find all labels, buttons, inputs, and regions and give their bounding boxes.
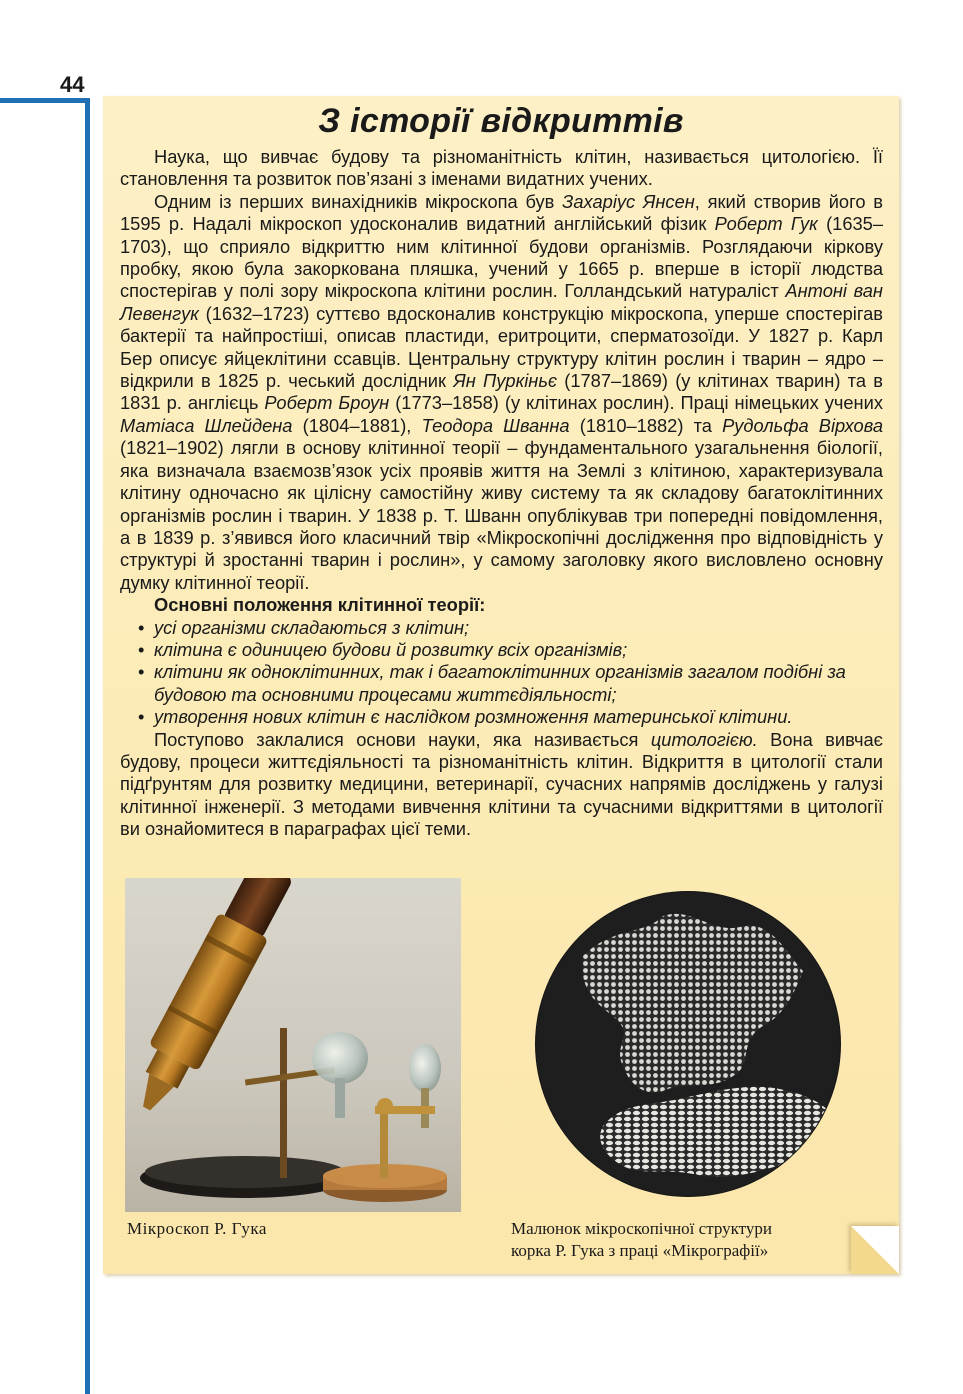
scientist-name: Роберт Броун (264, 392, 390, 414)
list-item: • клітина є одиницею будови й розвитку всіх організмів; (120, 639, 883, 661)
text-run: (1635–1703), що сприяло відкриттю ним клітинної будови організмів. Розглядаючи кіркову пробку, якою була закоркована пляшка, учений у 1665 р. вперше в історії людства спостерігав у полі зору мікроскопа клітини рослин. Голландський натураліст (120, 213, 883, 302)
text-run: Вона вивчає будову, процеси життєдіяльності та різноманітність клітин. Відкриття в цитології стали підґрунтям для розвитку медицини, ветеринарії, сучасних напрямів досліджень у галузі клітинної інженерії. З методами вивчення клітини та сучасними відкриттями в цитології ви ознайомитеся в параграфах цієї теми. (120, 728, 883, 840)
scientist-name: Теодора Шванна (421, 414, 570, 436)
cork-structure-drawing (533, 876, 843, 1206)
cork-illustration (533, 876, 843, 1206)
microscope-illustration (125, 878, 461, 1212)
caption-cork-line-2: корка Р. Гука з праці «Мікрографії» (511, 1241, 769, 1260)
hooke-microscope-photo (125, 878, 461, 1212)
paragraph-cytology (120, 729, 883, 841)
text-run: (1787–1869) (у клітинах тварин) та в 1831 р. англієць (120, 370, 883, 414)
text-run: (1804–1881), (292, 414, 422, 436)
text-run: Поступово заклалися основи науки, яка називається (154, 728, 651, 750)
list-item: • усі організми складаються з клітин; (120, 617, 883, 639)
paragraph-intro: Наука, що вивчає будову та різноманітність клітин, називається цитологією. Її становлення та розвиток пов’язані з іменами видатних учених. (120, 146, 883, 190)
cell-theory-heading: Основні положення клітинної теорії: (154, 594, 486, 616)
term: цитологією. (650, 728, 758, 750)
scientist-name: Роберт Гук (714, 213, 818, 235)
text-run: (1773–1858) (у клітинах рослин). Праці німецьких учених (389, 392, 884, 414)
panel-title: З історії відкриттів (318, 102, 684, 140)
caption-cork (511, 1218, 841, 1262)
scientist-name: Захаріус Янсен (562, 190, 695, 212)
history-panel (103, 96, 899, 1274)
text-run: , який створив його в 1595 р. Надалі мікроскоп удосконалив видатний англійський фізик (120, 190, 883, 235)
scientist-name: Матіаса Шлейдена (120, 414, 293, 436)
scientist-name: Рудольфа Вірхова (722, 414, 883, 436)
text-run: (1821–1902) лягли в основу клітинної теорії – фундаментального узагальнення біології, яка визначала взаємозв’язок усіх проявів життя на Землі з клітиною, характеризувала клітину одночасно як цілісну самостійну живу систему та як складову багатоклітинних організмів рослин і тварин. У 1838 р. Т. Шванн опублікував три попередні повідомлення, а в 1839 р. з’явився його класичний твір «Мікроскопічні дослідження про відповідність у структурі й зростанні тварин і рослин», у самому заголовку якого висловлено основну думку клітинної теорії. (120, 437, 883, 593)
page-number: 44 (60, 72, 85, 97)
scientist-name: Антоні ван Левенгук (120, 280, 883, 324)
paragraph-history (120, 191, 883, 594)
page-margin-rule-vertical (85, 98, 90, 1394)
page-curl-corner (851, 1226, 899, 1274)
scientist-name: Ян Пуркіньє (453, 370, 558, 392)
text-run: Одним із перших винахідників мікроскопа був (154, 190, 563, 212)
cell-theory-list (120, 617, 883, 729)
page-margin-rule-horizontal (0, 98, 90, 103)
panel-text (120, 146, 883, 841)
list-item: • утворення нових клітин є наслідком розмноження материнської клітини. (120, 706, 883, 728)
list-item: • клітини як одноклітинних, так і багатоклітинних організмів загалом подібні за будовою та основними процесами життєдіяльності; (120, 661, 883, 706)
caption-cork-line-1: Малюнок мікроскопічної структури (511, 1219, 772, 1238)
caption-microscope: Мікроскоп Р. Гука (127, 1219, 267, 1238)
text-run: (1632–1723) суттєво вдосконалив конструкцію мікроскопа, уперше спостерігав бактерії та найпростіші, описав пластиди, еритроцити, сперматозоїди. У 1827 р. Карл Бер описує яйцеклітини ссавців. Центральну структуру клітин рослин і тварин – ядро – відкрили в 1825 р. чеський дослідник (120, 302, 883, 392)
text-run: (1810–1882) та (569, 414, 723, 436)
